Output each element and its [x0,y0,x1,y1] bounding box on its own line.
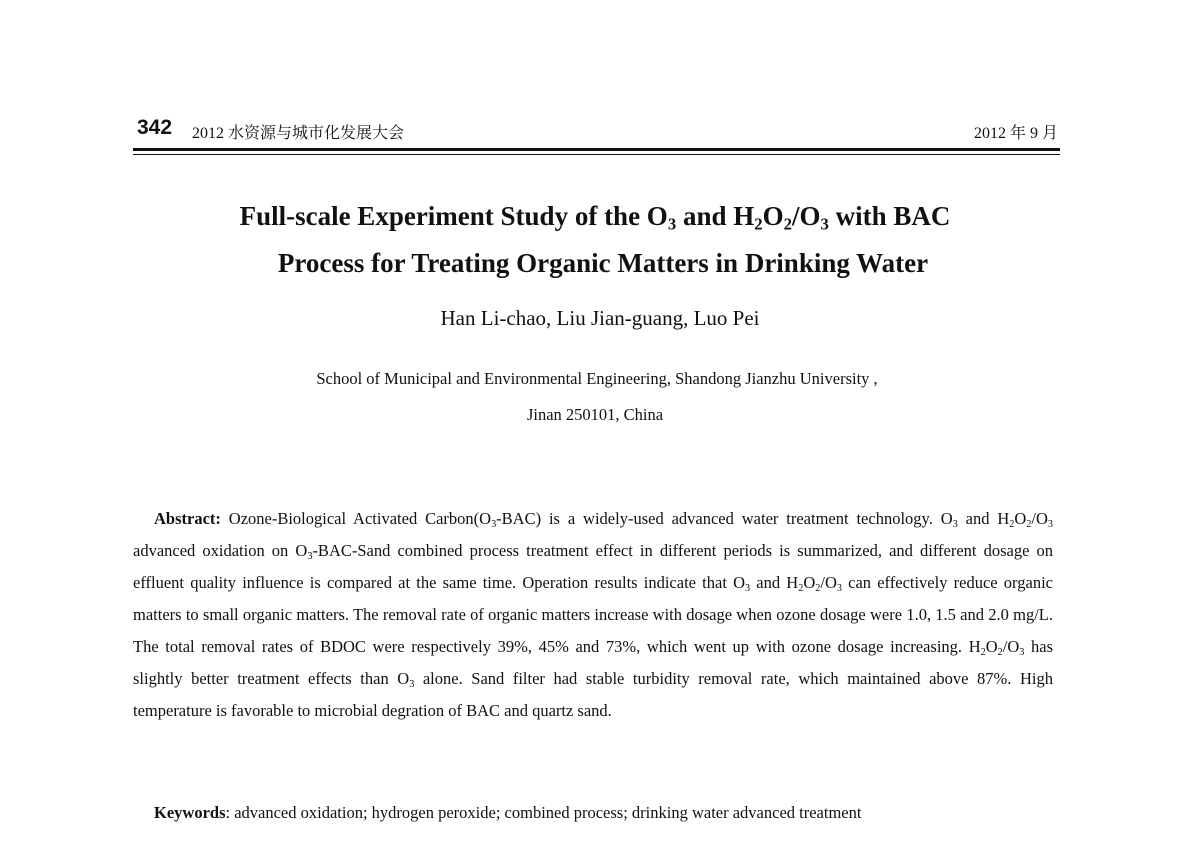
keywords-label: Keywords [154,803,226,822]
running-header [133,116,1060,146]
conference-name: 2012 水资源与城市化发展大会 [192,125,405,142]
publication-date: 2012 年 9 月 [973,125,1058,142]
page-number: 342 [137,116,173,139]
keywords [154,797,1054,829]
header-rule-thin [133,154,1060,155]
keywords-text: : advanced oxidation; hydrogen peroxide; combined process; drinking water advanced treatment [225,803,862,822]
header-rule-thick [133,148,1060,151]
affiliation-line-1: School of Municipal and Environmental Engineering, Shandong Jianzhu University , [316,369,878,388]
abstract-label: Abstract: [154,509,221,528]
authors: Han Li-chao, Liu Jian-guang, Luo Pei [440,306,760,330]
abstract: Abstract: Ozone-Biological Activated $Carbon(O_3-BAC)$ is a widely-used advanced water treatment technology. $O_3$ and $H_2O_2/O_3$ advanced oxidation on $O_3-BAC$-Sand combined process treatment effect in different periods is summarized, and different dosage on effluent quality influence is compared at the same time. Operation results indicate that $O_3$ and $H_2O_2/O_3$ can effectively reduce organic matters to small organic matters. The removal rate of organic matters increase with dosage when ozone dosage were 1.0, 1.5 and 2.0 mg/L. The total removal rates of BDOC were respectively 39%, 45% and 73%, which went up with ozone dosage increasing. $H_2O_2/O_3$ has slightly better treatment effects than $O_3$ alone. Sand filter had stable turbidity removal rate, which maintained above 87%. High temperature is favorable to microbial degration of BAC and quartz sand. [133,509,1053,720]
affiliation-line-2: Jinan 250101, China [526,405,664,424]
paper-title-line-2: Process for Treating Organic Matters in Drinking Water [277,248,929,278]
paper-title-line-1: Full-scale Experiment Study of the $O_3$ and $H_2O_2/O_3$ with BAC [239,201,951,234]
